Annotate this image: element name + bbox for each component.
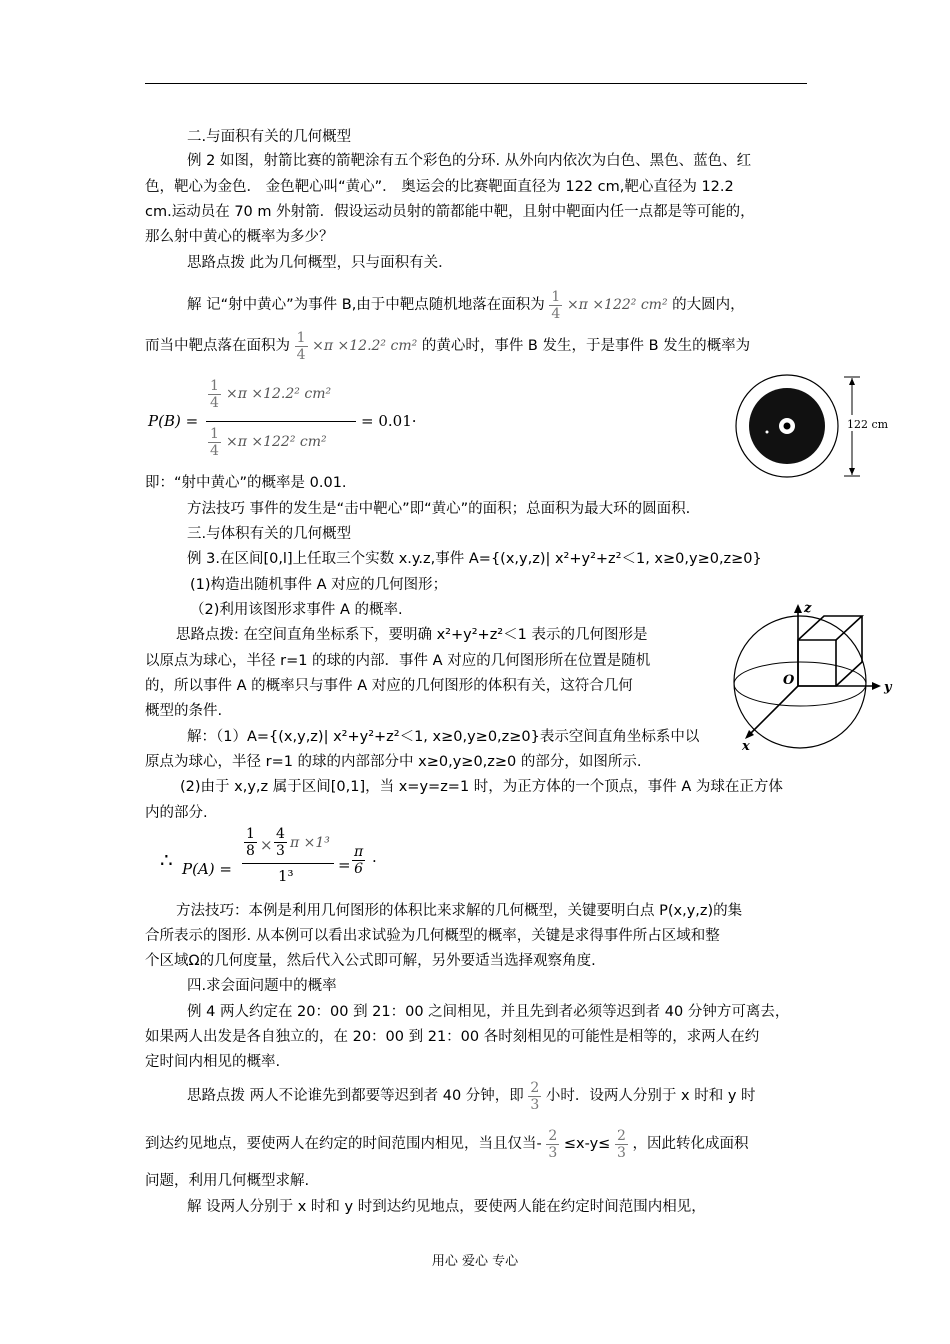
paragraph-line: (2)由于 x,y,z 属于区间[0,1]，当 x=y=z=1 时，为正方体的一个顶点，事件 A 为球在正方体: [180, 779, 783, 795]
probability-formula-a: ∴ P(A) = $\frac{1}{8}$ × $\frac{4}{3}$ π ×1³ 1³ = $\frac{\pi}{6}$ ·: [160, 826, 377, 885]
fraction-bar: [206, 421, 356, 422]
paragraph-line: cm.运动员在 70 m 外射箭．假设运动员射的箭都能中靶，且射中靶面内任一点都是等可能的，: [145, 204, 755, 220]
arrow-head-up: [849, 378, 855, 385]
text-segment: ≤x-y≤: [563, 1136, 611, 1152]
z-axis-arrow: [794, 604, 802, 613]
y-axis-arrow: [872, 682, 881, 690]
section-title-meeting: 四.求会面问题中的概率: [187, 978, 337, 994]
paragraph-line: 例 3.在区间[0,l]上任取三个实数 x.y.z,事件 A={(x,y,z)| x²+y²+z²＜1, x≥0,y≥0,z≥0}: [187, 551, 762, 567]
text-segment: 小时．设两人分别于 x 时和 y 时: [545, 1088, 756, 1104]
sphere-equator: [734, 662, 866, 706]
paragraph-line: 原点为球心，半径 r=1 的球的内部部分中 x≥0,y≥0,z≥0 的部分，如图所示.: [145, 754, 642, 770]
section-title-area: 二.与面积有关的几何概型: [187, 129, 352, 145]
paragraph-line: 合所表示的图形. 从本例可以看出求试验为几何概型的概率，关键是求得事件所占区域和整: [145, 928, 720, 944]
formula-lhs: P(B) =: [148, 412, 199, 430]
paragraph-line: 思路点拨 此为几何概型，只与面积有关．: [187, 255, 453, 271]
paragraph-line: 如果两人出发是各自独立的，在 20：00 到 21：00 各时刻相见的可能性是相等的，求两人在约: [145, 1029, 760, 1045]
paragraph-line: 色，靶心为金色． 金色靶心叫“黄心”． 奥运会的比赛靶面直径为 122 cm,靶心直径为 12.2: [145, 179, 734, 195]
x-axis: [748, 686, 798, 736]
text-segment: 解 记“射中黄心”为事件 B,由于中靶点随机地落在面积为: [187, 297, 545, 313]
text-segment: 的黄心时，事件 B 发生，于是事件 B 发生的概率为: [421, 338, 751, 354]
area-expression: ×π ×12.2² cm²: [312, 338, 418, 354]
paragraph-line-with-math: [145, 328, 750, 364]
paragraph-line: 的，所以事件 A 的概率只与事件 A 对应的几何图形的体积有关，这符合几何: [145, 678, 633, 694]
fraction-one-quarter: $\frac{1}{4}$: [296, 329, 306, 363]
text-segment: 到达约见地点，要使两人在约定的时间范围内相见，当且仅当-: [145, 1136, 542, 1152]
fraction-bar: [242, 863, 334, 864]
formula-lhs: P(A) =: [182, 860, 232, 878]
paragraph-line-with-math: [187, 1078, 756, 1114]
paragraph-line: 那么射中黄心的概率为多少？: [145, 229, 334, 245]
paragraph-line: 方法技巧 事件的发生是“击中靶心”即“黄心”的面积；总面积为最大环的圆面积.: [187, 501, 691, 517]
paragraph-line: 例 2 如图，射箭比赛的箭靶涂有五个彩色的分环. 从外向内依次为白色、黑色、蓝色、红: [187, 153, 752, 169]
page-footer: 用心 爱心 专心: [431, 1254, 519, 1269]
paragraph-line: 个区域Ω的几何度量，然后代入公式即可解，另外要适当选择观察角度.: [145, 953, 596, 969]
paragraph-line: 例 4 两人约定在 20：00 到 21：00 之间相见，并且先到者必须等迟到者 40 分钟方可离去，: [187, 1004, 790, 1020]
z-axis-label: z: [804, 601, 812, 616]
paragraph-line: 定时间内相见的概率.: [145, 1054, 281, 1070]
target-bullseye: [784, 423, 791, 430]
paragraph-line: (1)构造出随机事件 A 对应的几何图形；: [190, 577, 448, 593]
archery-target-figure: [732, 372, 902, 482]
sphere-outline: [734, 616, 866, 748]
cube-top-face: [798, 616, 862, 640]
paragraph-line: 概型的条件.: [145, 703, 223, 719]
header-rule: [145, 83, 807, 84]
area-expression: ×π ×122² cm²: [566, 297, 668, 313]
paragraph-line: 解 设两人分别于 x 时和 y 时到达约见地点，要使两人能在约定时间范围内相见，: [187, 1199, 706, 1215]
text-segment: 的大圆内，: [672, 297, 745, 313]
formula-numerator: $\frac{1}{8}$ × $\frac{4}{3}$ π ×1³: [246, 826, 330, 859]
therefore-symbol: ∴: [160, 848, 173, 872]
x-axis-label: x: [742, 739, 750, 752]
fraction-two-thirds: $\frac{2}{3}$: [530, 1079, 540, 1113]
sphere-cube-figure: [728, 600, 903, 752]
formula-rhs: = 0.01·: [361, 412, 417, 430]
fraction-pi-over-six: $\frac{\pi}{6}$: [354, 844, 364, 877]
formula-denominator: 1³: [278, 867, 294, 885]
target-diameter-label: 122 cm: [847, 418, 889, 431]
fraction-one-quarter: $\frac{1}{4}$: [551, 288, 561, 322]
origin-label: O: [783, 673, 795, 688]
y-axis-label: y: [884, 680, 892, 695]
text-segment: 思路点拨 两人不论谁先到都要等迟到者 40 分钟，即: [187, 1088, 524, 1104]
paragraph-line: 思路点拨: 在空间直角坐标系下，要明确 x²+y²+z²＜1 表示的几何图形是: [176, 627, 648, 643]
paragraph-line-with-math: [187, 287, 745, 323]
equals-sign: =: [338, 856, 351, 874]
paragraph-line: 以原点为球心，半径 r=1 的球的内部．事件 A 对应的几何图形所在位置是随机: [145, 653, 651, 669]
paragraph-line: 内的部分.: [145, 805, 208, 821]
fraction-two-thirds: $\frac{2}{3}$: [548, 1127, 558, 1161]
section-title-volume: 三.与体积有关的几何概型: [187, 526, 352, 542]
paragraph-line: 解：（1）A={(x,y,z)| x²+y²+z²＜1, x≥0,y≥0,z≥0}表示空间直角坐标系中以: [187, 729, 700, 745]
paragraph-line-with-math: [145, 1126, 748, 1162]
paragraph-line: （2)利用该图形求事件 A 的概率.: [190, 602, 403, 618]
fraction-two-thirds: $\frac{2}{3}$: [616, 1127, 626, 1161]
probability-formula-b: P(B) = $\frac{1}{4}$ ×π ×12.2² cm² $\frac{1}{4}$ ×π ×122² cm² = 0.01·: [148, 378, 417, 459]
arrow-head-down: [849, 468, 855, 475]
paragraph-line: 方法技巧：本例是利用几何图形的体积比来求解的几何概型，关键要明白点 P(x,y,z)的集: [176, 903, 743, 919]
paragraph-line: 即：“射中黄心”的概率是 0.01.: [145, 475, 347, 491]
paragraph-line: 问题，利用几何概型求解.: [145, 1173, 310, 1189]
text-segment: ，因此转化成面积: [632, 1136, 749, 1152]
text-segment: 而当中靶点落在面积为: [145, 338, 290, 354]
arrow-hit-mark: [766, 431, 769, 434]
